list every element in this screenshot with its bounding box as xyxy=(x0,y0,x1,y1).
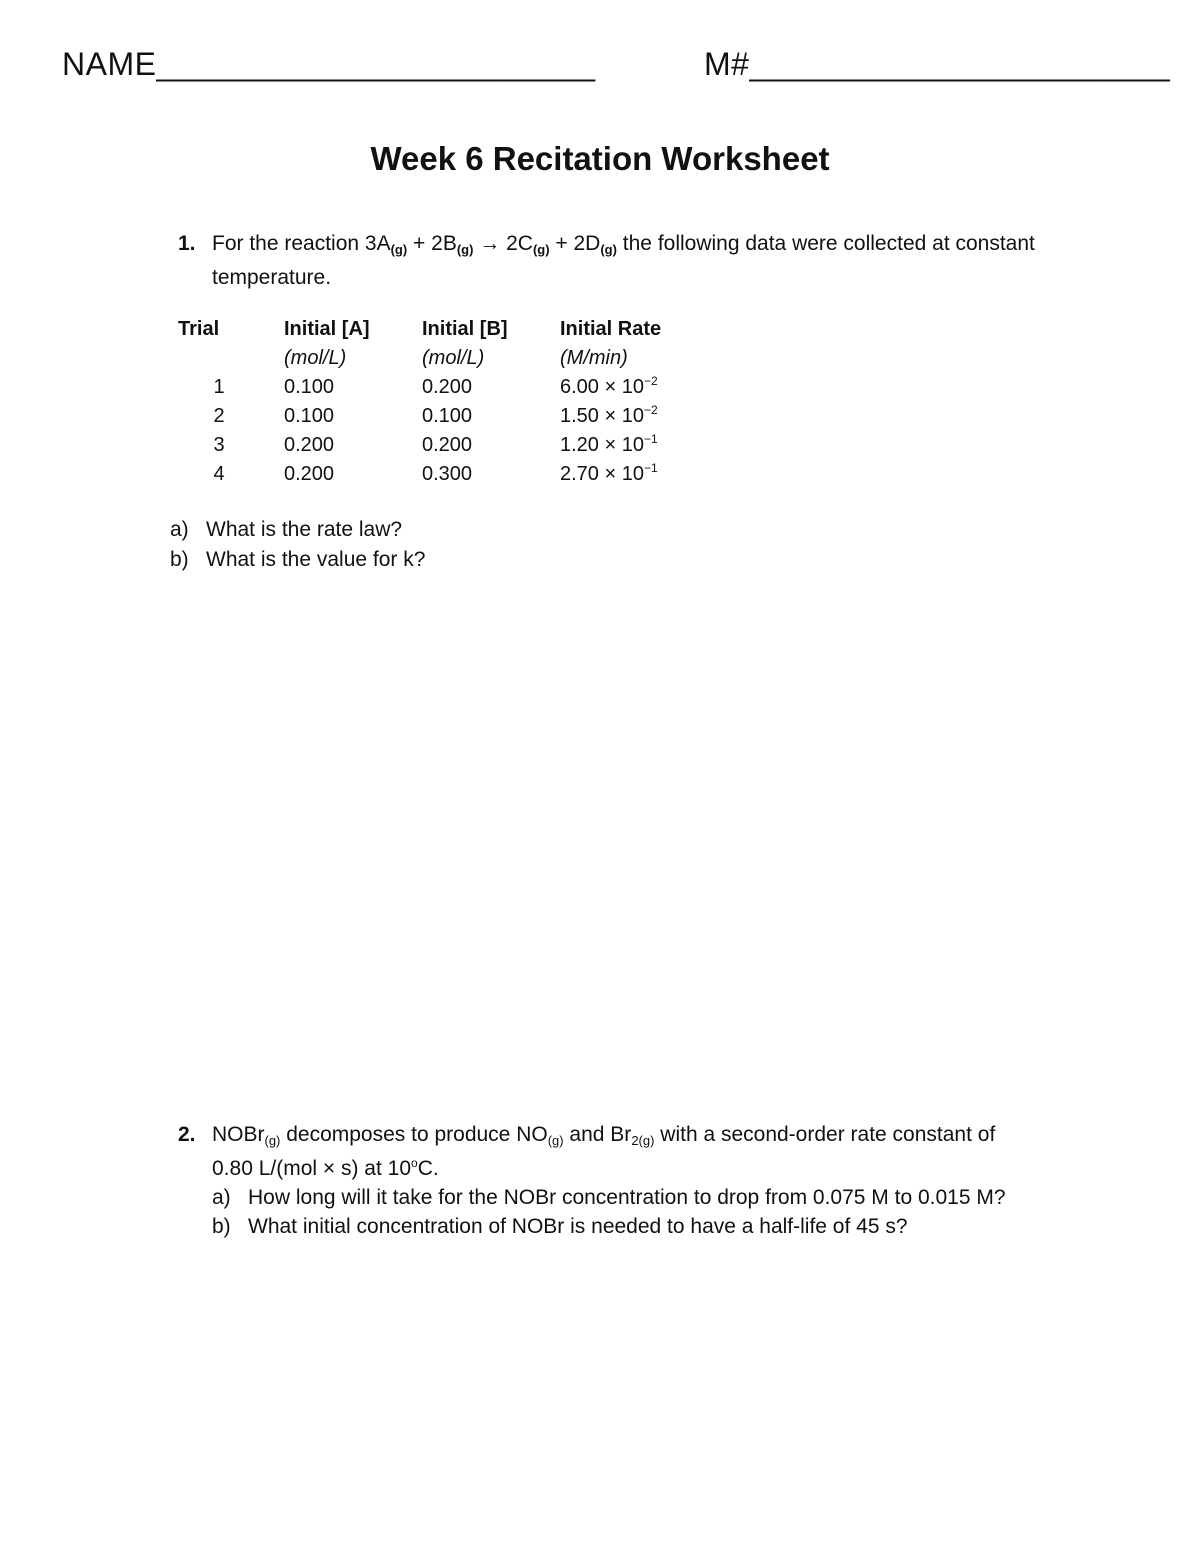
table-row: 2 0.100 0.100 $1.50 \times 10^{-2}$ xyxy=(213,403,658,427)
question-2a: a) How long will it take for the NOBr concentration to drop from 0.075 M to 0.015 M? xyxy=(212,1186,1006,1209)
name-label: NAME xyxy=(62,46,157,82)
question-1a: a) What is the rate law? xyxy=(170,518,403,541)
question-2b: b) What initial concentration of NOBr is needed to have a half-life of 45 s? xyxy=(212,1215,908,1238)
table-row: 4 0.200 0.300 $2.70 \times 10^{-1}$ xyxy=(213,461,658,485)
m-number-field[interactable] xyxy=(704,46,1170,83)
rate-data-table xyxy=(178,318,720,492)
header-initial-rate: Initial Rate xyxy=(560,318,662,340)
question-1-line2: temperature. xyxy=(212,266,332,289)
table-header-row xyxy=(178,318,720,347)
unit-b: (mol/L) xyxy=(422,347,485,369)
name-field[interactable] xyxy=(62,46,596,83)
header-initial-b: Initial [B] xyxy=(422,318,508,340)
question-1-number: 1. xyxy=(178,232,196,255)
header-trial: Trial xyxy=(178,318,220,340)
page-title: Week 6 Recitation Worksheet xyxy=(370,140,830,177)
m-number-label: M# xyxy=(704,46,750,82)
question-2-parts xyxy=(212,1183,1098,1241)
unit-a: (mol/L) xyxy=(284,347,347,369)
header-initial-a: Initial [A] xyxy=(284,318,370,340)
unit-rate: (M/min) xyxy=(560,347,628,369)
name-blank: ________________________ xyxy=(156,46,596,82)
question-2: 2. NOBr(g) decomposes to produce NO(g) and Br2(g) with a second-order rate constant of 0.80 L/(mol × s) at 10$^o$C. a) How long will it take for the NOBr concentration to drop from 0.075 M to 0.015 M? b) What initial concentration of NOBr is needed to have a half-life of 45 s? xyxy=(178,1121,1098,1241)
question-1b: b) What is the value for k? xyxy=(170,548,426,571)
table-row: 1 0.100 0.200 $6.00 \times 10^{-2}$ xyxy=(213,374,658,398)
table-row: 3 0.200 0.200 $1.20 \times 10^{-1}$ xyxy=(213,432,658,456)
question-1: 1. For the reaction $3A_{(g)} + 2B_{(g)} \to 2C_{(g)} + 2D_{(g)}$ the following data were collected at constant temperature. xyxy=(178,232,1035,289)
m-number-blank: _______________________ xyxy=(749,46,1171,82)
table-units-row xyxy=(178,347,720,376)
question-1-parts xyxy=(170,515,425,575)
question-2-number: 2. xyxy=(178,1123,196,1146)
